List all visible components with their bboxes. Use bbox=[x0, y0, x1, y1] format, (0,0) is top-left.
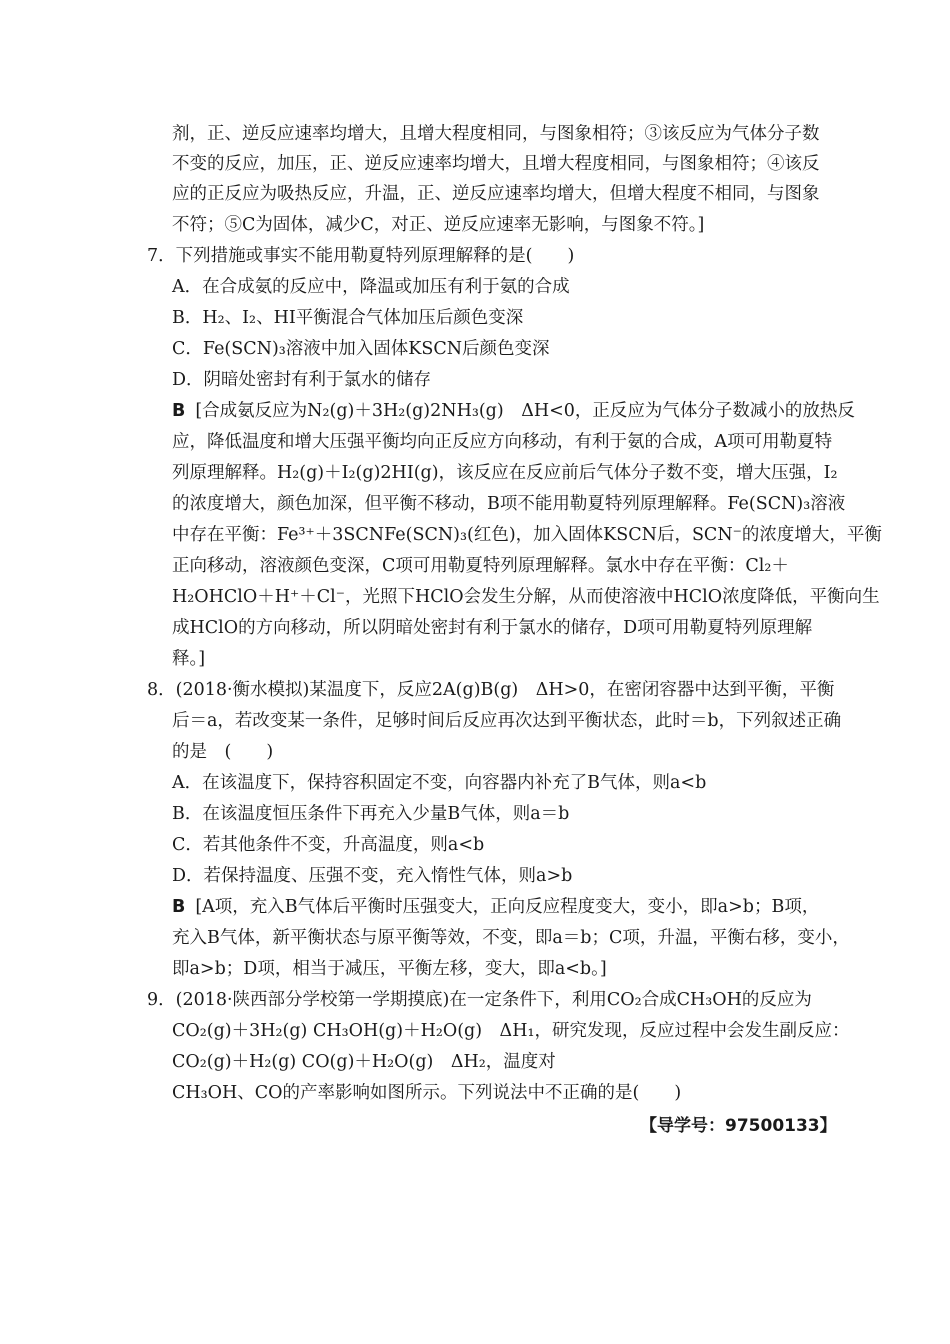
option-c: C．若其他条件不变，升高温度，则a<b bbox=[172, 835, 485, 855]
doc-number: 【导学号：97500133】 bbox=[640, 1116, 837, 1136]
text-line: 正向移动，溶液颜色变深，C项可用勒夏特列原理解释。氯水中存在平衡：Cl₂＋ bbox=[172, 556, 789, 576]
option-b: B．H₂、I₂、HI平衡混合气体加压后颜色变深 bbox=[172, 308, 524, 328]
question-8: 8．(2018·衡水模拟)某温度下，反应2A(g)B(g) ΔH>0，在密闭容器中达到平衡，平衡 bbox=[147, 680, 835, 700]
option-d: D．阴暗处密封有利于氯水的储存 bbox=[172, 370, 432, 390]
text-line: 不变的反应，加压，正、逆反应速率均增大，且增大程度相同，与图象相符；④该反 bbox=[172, 154, 820, 174]
text-line: 列原理解释。H₂(g)＋I₂(g)2HI(g)，该反应在反应前后气体分子数不变，增大压强，I₂ bbox=[172, 463, 838, 483]
text-line: 的是 ( ) bbox=[172, 742, 274, 762]
text-line: 后＝a，若改变某一条件，足够时间后反应再次达到平衡状态，此时＝b，下列叙述正确 bbox=[172, 711, 842, 731]
text-line: 中存在平衡：Fe³⁺＋3SCNFe(SCN)₃(红色)，加入固体KSCN后，SCN⁻的浓度增大，平衡 bbox=[172, 525, 882, 545]
text-line: 应，降低温度和增大压强平衡均向正反应方向移动，有利于氨的合成，A项可用勒夏特 bbox=[172, 432, 833, 452]
text-line: CO₂(g)＋H₂(g) CO(g)＋H₂O(g) ΔH₂，温度对 bbox=[172, 1052, 556, 1072]
text-line: 充入B气体，新平衡状态与原平衡等效，不变，即a＝b；C项，升温，平衡右移，变小， bbox=[172, 928, 850, 948]
answer-line bbox=[172, 895, 819, 919]
option-b: B．在该温度恒压条件下再充入少量B气体，则a＝b bbox=[172, 804, 570, 824]
option-a: A．在该温度下，保持容积固定不变，向容器内补充了B气体，则a<b bbox=[172, 773, 707, 793]
text-line: CH₃OH、CO的产率影响如图所示。下列说法中不正确的是( ) bbox=[172, 1083, 682, 1103]
text-line: 即a>b；D项，相当于减压，平衡左移，变大，即a<b。] bbox=[172, 959, 607, 979]
explanation-text: [合成氨反应为N₂(g)＋3H₂(g)2NH₃(g) ΔH<0，正反应为气体分子数减小的放热反 bbox=[195, 401, 855, 421]
text-line: 成HClO的方向移动，所以阴暗处密封有利于氯水的储存，D项可用勒夏特列原理解 bbox=[172, 618, 813, 638]
question-7: 7．下列措施或事实不能用勒夏特列原理解释的是( ) bbox=[147, 246, 575, 266]
answer-letter: B bbox=[172, 401, 186, 421]
text-line: H₂OHClO＋H⁺＋Cl⁻，光照下HClO会发生分解，从而使溶液中HClO浓度降低，平衡向生 bbox=[172, 587, 880, 607]
answer-letter: B bbox=[172, 897, 186, 917]
question-9: 9．(2018·陕西部分学校第一学期摸底)在一定条件下，利用CO₂合成CH₃OH的反应为 bbox=[147, 990, 812, 1010]
explanation-text: [A项，充入B气体后平衡时压强变大，正向反应程度变大，变小，即a>b；B项， bbox=[195, 897, 820, 917]
option-a: A．在合成氨的反应中，降温或加压有利于氨的合成 bbox=[172, 277, 570, 297]
text-line: 不符；⑤C为固体，减少C，对正、逆反应速率无影响，与图象不符。] bbox=[172, 215, 705, 235]
text-line: CO₂(g)＋3H₂(g) CH₃OH(g)＋H₂O(g) ΔH₁，研究发现，反应过程中会发生副反应： bbox=[172, 1021, 850, 1041]
option-d: D．若保持温度、压强不变，充入惰性气体，则a>b bbox=[172, 866, 573, 886]
text-line: 释。] bbox=[172, 649, 206, 669]
text-line: 应的正反应为吸热反应，升温，正、逆反应速率均增大，但增大程度不相同，与图象 bbox=[172, 184, 820, 204]
text-line: 剂，正、逆反应速率均增大，且增大程度相同，与图象相符；③该反应为气体分子数 bbox=[172, 124, 820, 144]
text-line: 的浓度增大，颜色加深，但平衡不移动，B项不能用勒夏特列原理解释。Fe(SCN)₃溶液 bbox=[172, 494, 846, 514]
answer-line bbox=[172, 399, 855, 423]
option-c: C．Fe(SCN)₃溶液中加入固体KSCN后颜色变深 bbox=[172, 339, 550, 359]
